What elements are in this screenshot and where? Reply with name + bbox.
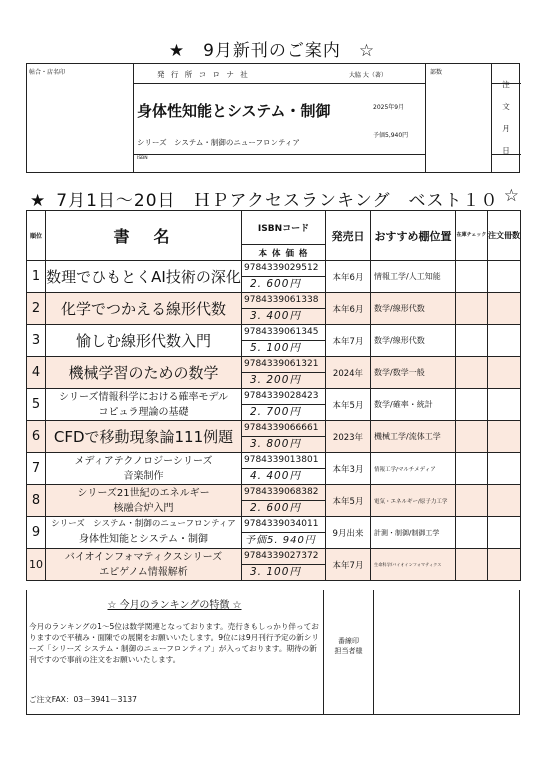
- rank-number: 6: [27, 421, 46, 453]
- header-isbn: ISBNコード: [242, 211, 326, 245]
- release-cell: 本年7月: [326, 549, 371, 581]
- header-rank: 順位: [27, 211, 46, 261]
- features-box: [26, 590, 324, 715]
- isbn-note: ISBN: [137, 156, 148, 161]
- table-row: [27, 261, 521, 277]
- fax-number: ご注文FAX：03－3941－3137: [29, 695, 137, 704]
- isbn-cell: 9784339061345: [242, 325, 326, 341]
- table-row: [27, 453, 521, 469]
- header-price: 本 体 価 格: [242, 245, 326, 261]
- features-body: 今月のランキングの1～5位は数学関連となっております。売行きもしっかり伴っておりますので平積み・面陳での展開をお願いいたします。9位には9月刊行予定の新シリーズ「シリーズ システム・制御のニューフロンティア」が入っております。期待の新刊ですので事前の注文をお願いいたします。: [29, 622, 320, 664]
- field-cell: 数学/数学一般: [371, 357, 456, 389]
- table-row: [27, 517, 521, 533]
- table-row: [27, 357, 521, 373]
- book-title-cell: 機械学習のための数学: [46, 357, 242, 389]
- book-title: 身体性知能とシステム・制御: [137, 102, 331, 120]
- order-qty-cell[interactable]: [488, 485, 521, 517]
- stock-check-cell[interactable]: [456, 325, 488, 357]
- order-qty-cell[interactable]: [488, 261, 521, 293]
- header-field: おすすめ棚位置: [371, 211, 456, 261]
- release-cell: 2023年: [326, 421, 371, 453]
- rank-number: 5: [27, 389, 46, 421]
- book-price: 予価5,940円: [373, 132, 409, 139]
- pub-date: 2025年9月: [373, 104, 405, 111]
- rank-number: 4: [27, 357, 46, 389]
- book-title-cell: バイオインフォマティクスシリーズ エピゲノム情報解析: [46, 549, 242, 581]
- stock-check-cell[interactable]: [456, 389, 488, 421]
- table-row: [27, 389, 521, 405]
- stock-check-cell[interactable]: [456, 293, 488, 325]
- price-cell: 5. 100円: [242, 341, 326, 357]
- order-date-label: 注 文 月 日: [502, 80, 510, 155]
- rank-number: 3: [27, 325, 46, 357]
- isbn-cell: 9784339061338: [242, 293, 326, 309]
- rank-number: 10: [27, 549, 46, 581]
- table-row: [27, 549, 521, 565]
- order-qty-cell[interactable]: [488, 325, 521, 357]
- book-title-cell: シリーズ システム・制御のニューフロンティア 身体性知能とシステム・制御: [46, 517, 242, 549]
- book-title-cell: 化学でつかえる線形代数: [46, 293, 242, 325]
- rank-number: 1: [27, 261, 46, 293]
- publisher-label: 発 行 所 コ ロ ナ 社: [157, 70, 250, 79]
- field-cell: 計測・制御/制御工学: [371, 517, 456, 549]
- book-title-cell: シリーズ21世紀のエネルギー 核融合炉入門: [46, 485, 242, 517]
- rank-number: 8: [27, 485, 46, 517]
- price-cell: 予価5. 940円: [242, 533, 326, 549]
- book-title-cell: メディアテクノロジーシリーズ 音楽制作: [46, 453, 242, 485]
- features-heading: ☆ 今月のランキングの特徴 ☆: [107, 600, 242, 611]
- stock-check-cell[interactable]: [456, 421, 488, 453]
- field-cell: 生命科学/バイオインフォマティクス: [371, 549, 456, 581]
- ranking-title: [30, 186, 520, 211]
- table-row: [27, 325, 521, 341]
- stock-check-cell[interactable]: [456, 485, 488, 517]
- rank-number: 2: [27, 293, 46, 325]
- ranking-table: [26, 210, 521, 581]
- release-cell: 9月出来: [326, 517, 371, 549]
- stock-check-cell[interactable]: [456, 453, 488, 485]
- table-row: [27, 421, 521, 437]
- price-cell: 2. 600円: [242, 277, 326, 293]
- header-release: 発売日: [326, 211, 371, 261]
- field-cell: 数学/線形代数: [371, 325, 456, 357]
- release-cell: 本年7月: [326, 325, 371, 357]
- release-cell: 2024年: [326, 357, 371, 389]
- stock-check-cell[interactable]: [456, 517, 488, 549]
- header-title: 書 名: [46, 211, 242, 261]
- header-order-qty: 注文冊数: [488, 211, 521, 261]
- isbn-cell: 9784339027372: [242, 549, 326, 565]
- stamp-staff-label: 担当者様: [334, 647, 363, 655]
- field-cell: 数学/線形代数: [371, 293, 456, 325]
- field-cell: 情報工学/マルチメディア: [371, 453, 456, 485]
- release-cell: 本年6月: [326, 261, 371, 293]
- book-title-cell: 数理でひもとくAI技術の深化: [46, 261, 242, 293]
- dealer-stamp-label: 帖合・店名印: [29, 69, 66, 76]
- order-qty-cell[interactable]: [488, 517, 521, 549]
- header-stock-check: 在庫チェック: [456, 211, 488, 261]
- order-qty-cell[interactable]: [488, 389, 521, 421]
- order-qty-cell[interactable]: [488, 357, 521, 389]
- ranking-title-text: 7月1日～20日 ＨＰアクセスランキング ベスト１０: [56, 191, 499, 211]
- order-qty-cell[interactable]: [488, 293, 521, 325]
- release-cell: 本年5月: [326, 389, 371, 421]
- book-title-cell: 愉しむ線形代数入門: [46, 325, 242, 357]
- order-qty-cell[interactable]: [488, 453, 521, 485]
- copies-label: 部数: [430, 69, 443, 76]
- isbn-cell: 9784339028423: [242, 389, 326, 405]
- release-cell: 本年6月: [326, 293, 371, 325]
- price-cell: 3. 200円: [242, 373, 326, 389]
- series-name: シリーズ システム・制御のニューフロンティア: [137, 138, 300, 147]
- stock-check-cell[interactable]: [456, 261, 488, 293]
- order-qty-cell[interactable]: [488, 421, 521, 453]
- star-outline-icon: ☆: [503, 186, 520, 206]
- stock-check-cell[interactable]: [456, 549, 488, 581]
- stamp-label: 番線印: [338, 637, 359, 645]
- rank-number: 9: [27, 517, 46, 549]
- book-title-cell: CFDで移動現象論111例題: [46, 421, 242, 453]
- field-cell: 機械工学/流体工学: [371, 421, 456, 453]
- book-title-cell: シリーズ情報科学における確率モデル コピュラ理論の基礎: [46, 389, 242, 421]
- page-title: ★ 9月新刊のご案内 ☆: [168, 41, 376, 61]
- field-cell: 数学/確率・統計: [371, 389, 456, 421]
- isbn-cell: 9784339013801: [242, 453, 326, 469]
- order-form: [26, 63, 520, 173]
- field-cell: 情報工学/人工知能: [371, 261, 456, 293]
- author-label: 大脇 大（著）: [349, 72, 387, 79]
- isbn-cell: 9784339029512: [242, 261, 326, 277]
- isbn-cell: 9784339066661: [242, 421, 326, 437]
- table-header-row: [27, 211, 521, 245]
- isbn-cell: 9784339068382: [242, 485, 326, 501]
- price-cell: 3. 400円: [242, 309, 326, 325]
- rank-number: 7: [27, 453, 46, 485]
- price-cell: 3. 800円: [242, 437, 326, 453]
- isbn-cell: 9784339034011: [242, 517, 326, 533]
- field-cell: 電気・エネルギー/原子力工学: [371, 485, 456, 517]
- price-cell: 4. 400円: [242, 469, 326, 485]
- release-cell: 本年5月: [326, 485, 371, 517]
- star-icon: ★: [30, 191, 47, 211]
- isbn-cell: 9784339061321: [242, 357, 326, 373]
- table-row: [27, 485, 521, 501]
- price-cell: 2. 700円: [242, 405, 326, 421]
- stock-check-cell[interactable]: [456, 357, 488, 389]
- price-cell: 2. 600円: [242, 501, 326, 517]
- release-cell: 本年3月: [326, 453, 371, 485]
- stamp-box: [324, 590, 374, 715]
- price-cell: 3. 100円: [242, 565, 326, 581]
- table-row: [27, 293, 521, 309]
- order-qty-cell[interactable]: [488, 549, 521, 581]
